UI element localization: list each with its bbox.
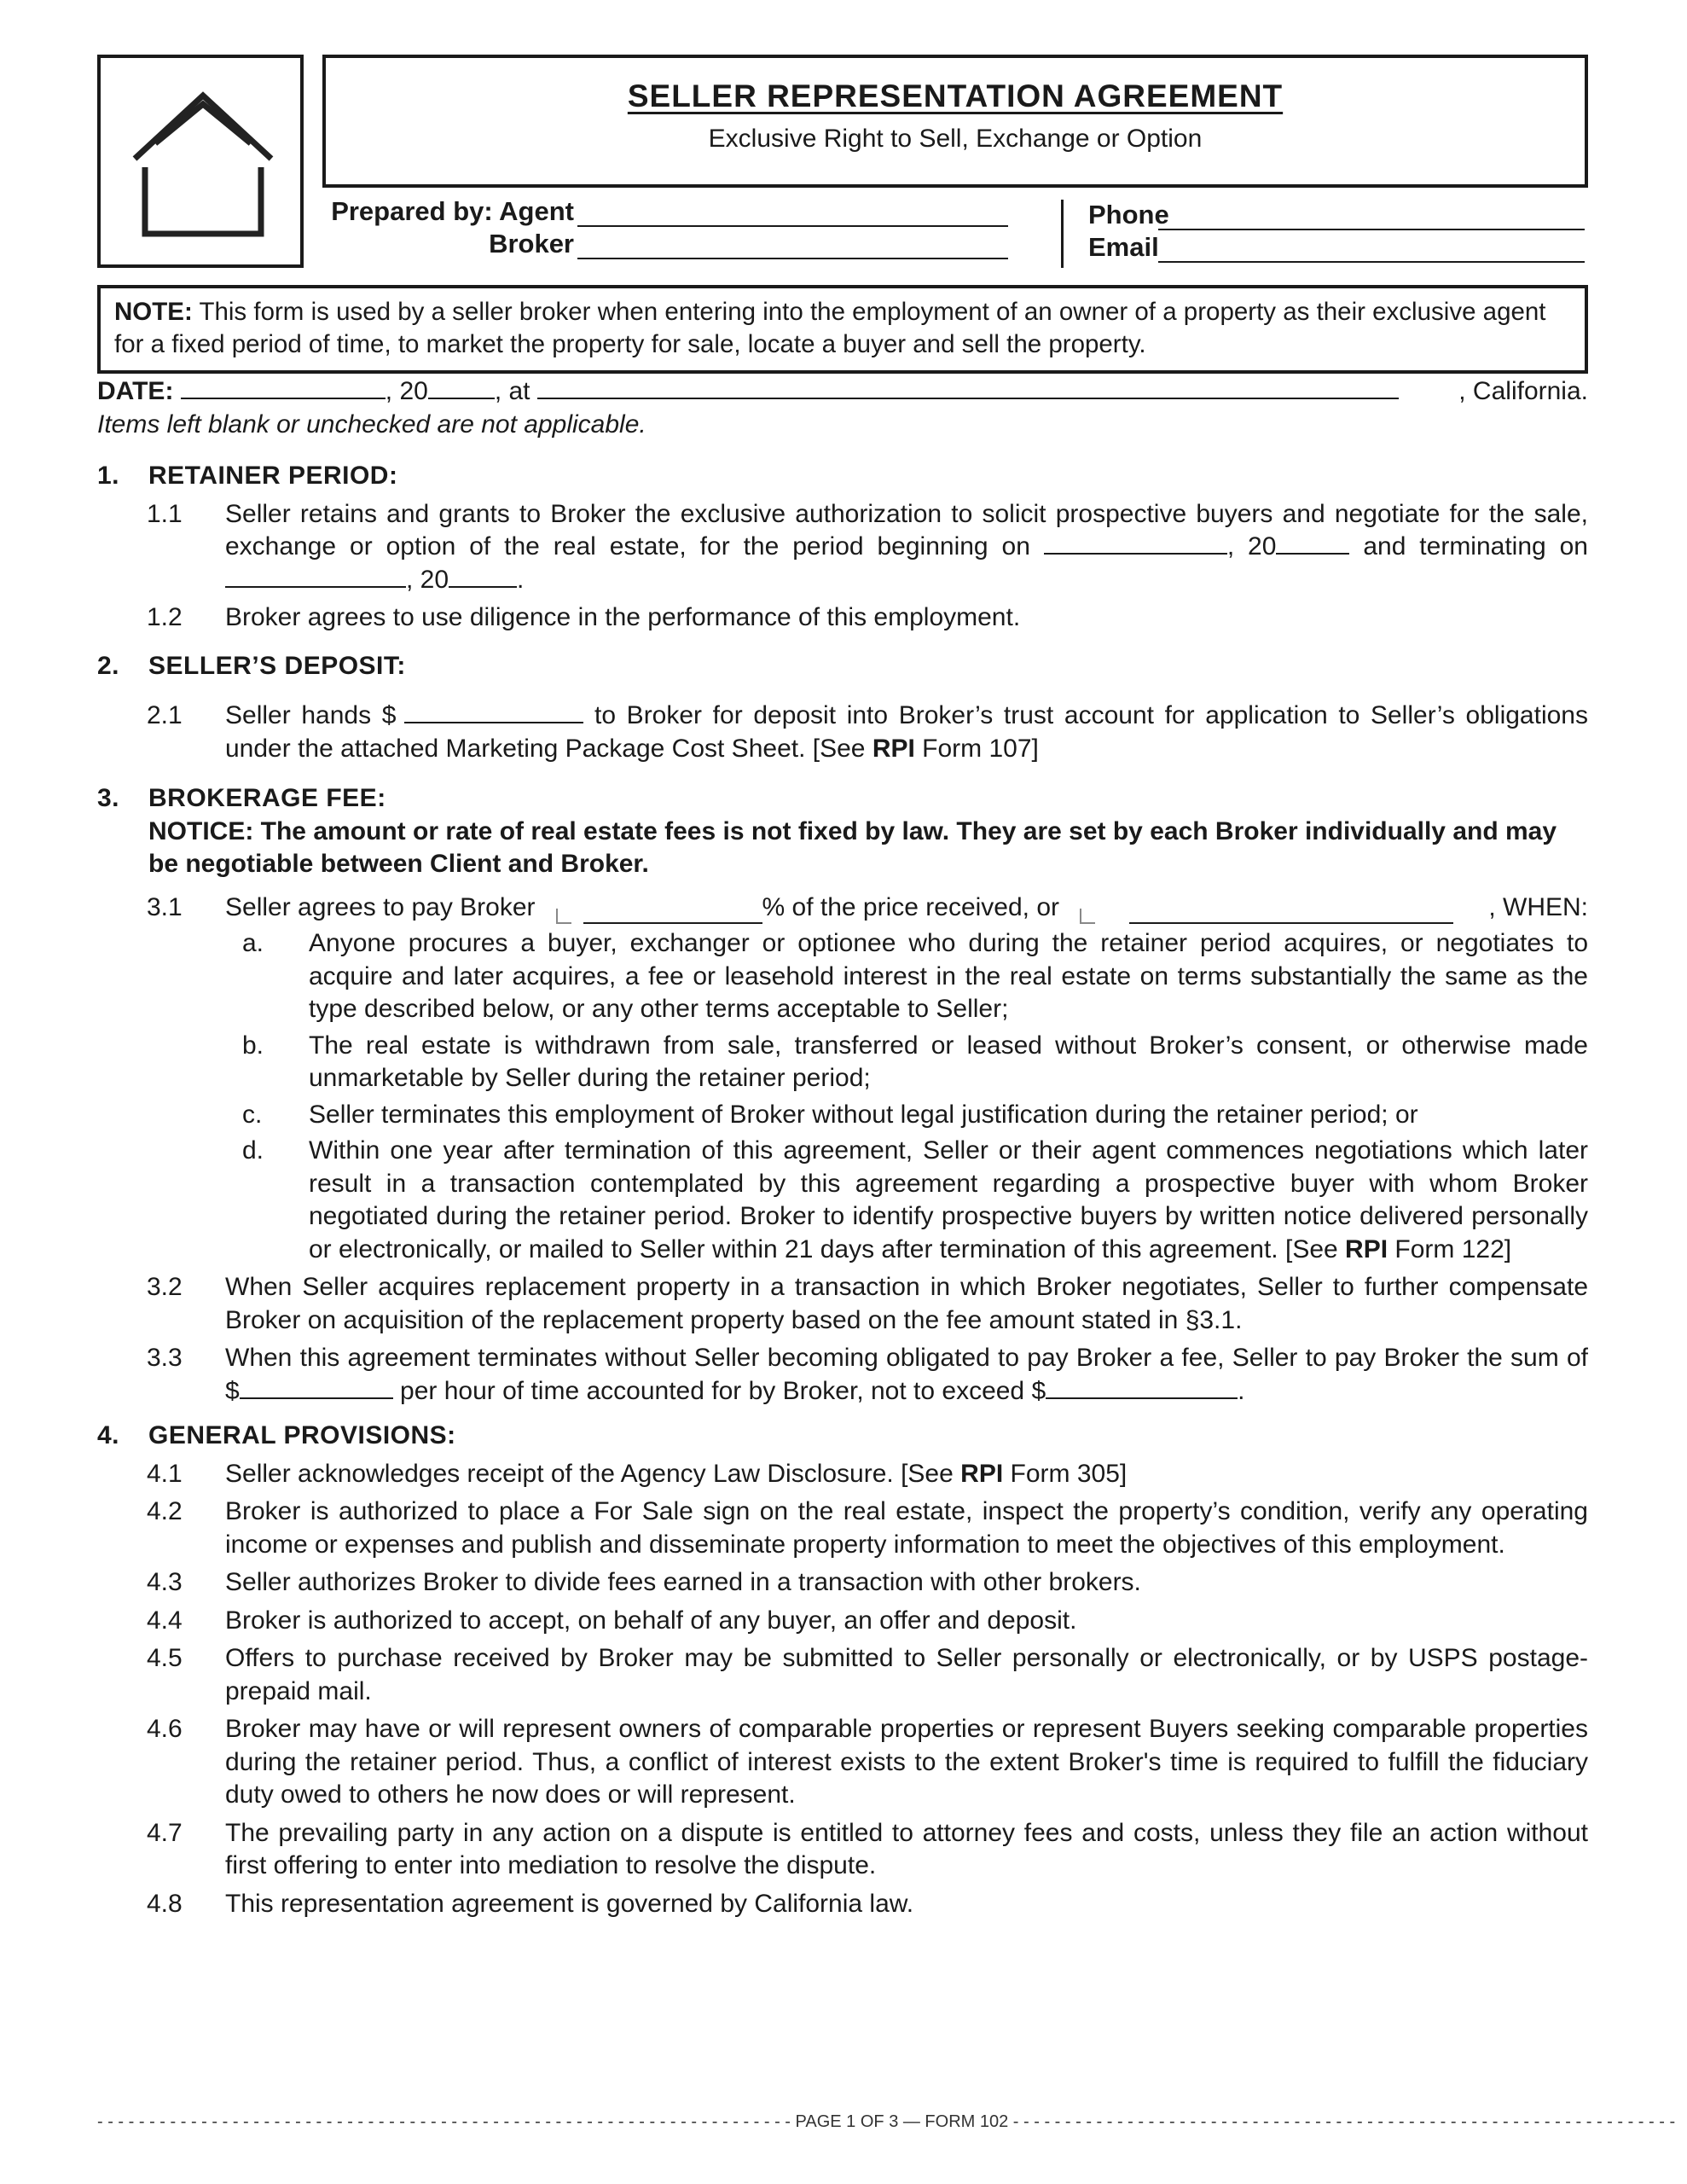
period-end-year-field[interactable] bbox=[449, 564, 517, 588]
note-box bbox=[97, 285, 1588, 374]
item-4-8-text: This representation agreement is governed by California law. bbox=[225, 1889, 914, 1918]
item-4-1-number: 4.1 bbox=[147, 1459, 183, 1488]
at-label: , at bbox=[494, 377, 530, 405]
item-4-2-text: Broker is authorized to place a For Sale sign on the real estate, inspect the property’s condition, verify any operating income or expenses and publish and disseminate property information to meet the objectives of this employment. bbox=[225, 1497, 1588, 1559]
item-2-1-text-b: to Broker for deposit into Broker’s trust account for application to Seller’s obligations under the attached Marketing Package Cost Sheet. [See bbox=[225, 701, 1588, 763]
item-2-1-text-a: Seller hands $ bbox=[225, 701, 397, 729]
item-3-1-text-a: Seller agrees to pay Broker bbox=[225, 892, 536, 921]
broker-field[interactable] bbox=[577, 232, 1008, 259]
item-3-3 bbox=[97, 1342, 1588, 1408]
item-3-1-a-number: a. bbox=[242, 929, 264, 957]
section-3-heading bbox=[97, 782, 1588, 816]
item-3-1 bbox=[97, 892, 1588, 925]
section-2-heading bbox=[97, 650, 1588, 683]
section-3-number: 3. bbox=[97, 784, 120, 812]
date-label: DATE: bbox=[97, 377, 174, 405]
item-4-3-text: Seller authorizes Broker to divide fees earned in a transaction with other brokers. bbox=[225, 1568, 1141, 1596]
item-3-3-text-a: When this agreement terminates without Seller becoming obligated to pay Broker a fee, Seller to pay Broker the sum of $ bbox=[225, 1344, 1588, 1405]
section-2-number: 2. bbox=[97, 651, 120, 680]
phone-label: Phone bbox=[1088, 200, 1169, 229]
phone-field[interactable] bbox=[1158, 203, 1585, 230]
period-begin-year-field[interactable] bbox=[1276, 531, 1349, 555]
item-4-1 bbox=[97, 1458, 1588, 1491]
item-3-3-number: 3.3 bbox=[147, 1344, 183, 1372]
page-footer bbox=[97, 2112, 1676, 2132]
section-3-title: BROKERAGE FEE: bbox=[148, 784, 386, 812]
section-1-title: RETAINER PERIOD: bbox=[148, 462, 398, 490]
item-4-8 bbox=[97, 1888, 1588, 1921]
fee-notice: NOTICE: The amount or rate of real estate fees is not fixed by law. They are set by each Broker individually and may be negotiable between Client and Broker. bbox=[148, 816, 1557, 878]
item-4-1-text-b: Form 305] bbox=[1010, 1459, 1128, 1488]
item-1-1-text-d: , 20 bbox=[406, 565, 449, 594]
note-text: This form is used by a seller broker when entering into the employment of an owner of a property as their exclusive agent for a fixed period of time, to market the property for sale, locate a buyer and sell the property. bbox=[114, 298, 1546, 358]
item-4-1-text bbox=[225, 1458, 1588, 1491]
item-4-8-number: 4.8 bbox=[147, 1889, 183, 1918]
item-4-6-number: 4.6 bbox=[147, 1715, 183, 1743]
item-1-1-text-e: . bbox=[517, 565, 525, 594]
contact-block bbox=[1088, 198, 1585, 263]
note-label: NOTE: bbox=[114, 298, 193, 326]
header-divider bbox=[1061, 200, 1064, 268]
section-1-number: 1. bbox=[97, 462, 120, 490]
item-4-4 bbox=[97, 1605, 1588, 1638]
rpi-ref: RPI bbox=[960, 1459, 1004, 1488]
email-field[interactable] bbox=[1158, 235, 1585, 263]
item-3-1-b-text: The real estate is withdrawn from sale, transferred or leased without Broker’s consent, or otherwise made unmarketable by Seller during the retainer period; bbox=[309, 1031, 1588, 1092]
item-3-1-d bbox=[97, 1135, 1588, 1266]
item-4-6-text: Broker may have or will represent owners of comparable properties or represent Buyers seeking comparable properties during the retainer period. Thus, a conflict of interest exists to the extent Broker's time is required to fulfill the fiduciary duty owed to others he now does or will represent. bbox=[225, 1715, 1588, 1809]
item-3-1-text bbox=[225, 892, 1588, 925]
item-1-1-text-a: Seller retains and grants to Broker the exclusive authorization to solicit prospective buyers and negotiate for the sale, exchange or option of the real estate, for the period beginning on bbox=[225, 499, 1588, 561]
item-3-1-d-number: d. bbox=[242, 1136, 264, 1165]
item-4-1-text-a: Seller acknowledges receipt of the Agency Law Disclosure. [See bbox=[225, 1459, 954, 1488]
item-1-2-text: Broker agrees to use diligence in the performance of this employment. bbox=[225, 603, 1021, 631]
item-4-7 bbox=[97, 1817, 1588, 1883]
document-title: SELLER REPRESENTATION AGREEMENT bbox=[627, 78, 1284, 113]
item-3-1-d-text-a: Within one year after termination of this agreement, Seller or their agent commences negotiations which later result in a transaction contemplated by this agreement regarding a prospective buyer with whom Broker negotiated during the retainer period. Broker to identify prospective buyers by written notice delivered personally or electronically, or mailed to Seller within 21 days after termination of this agreement. [See bbox=[309, 1136, 1588, 1263]
item-3-2 bbox=[97, 1271, 1588, 1337]
state-label: , California. bbox=[1458, 377, 1588, 405]
date-line bbox=[97, 375, 1588, 409]
item-3-3-text-b: per hour of time accounted for by Broker, not to exceed $ bbox=[400, 1376, 1046, 1405]
item-3-1-text-c: , WHEN: bbox=[1488, 892, 1588, 921]
date-field[interactable] bbox=[181, 375, 386, 399]
item-3-1-c-number: c. bbox=[242, 1100, 263, 1129]
broker-label: Broker bbox=[489, 229, 574, 258]
item-3-1-c bbox=[97, 1099, 1588, 1132]
item-3-1-d-text bbox=[309, 1135, 1588, 1266]
item-3-1-a bbox=[97, 927, 1588, 1026]
item-3-1-text-b: % of the price received, or bbox=[762, 892, 1060, 921]
item-1-1 bbox=[97, 498, 1588, 597]
section-4-number: 4. bbox=[97, 1421, 120, 1449]
flat-fee-checkbox[interactable] bbox=[1080, 909, 1095, 924]
email-label: Email bbox=[1088, 232, 1159, 262]
item-3-1-b-number: b. bbox=[242, 1031, 264, 1060]
period-end-field[interactable] bbox=[225, 564, 406, 588]
item-2-1-text bbox=[225, 700, 1588, 765]
item-4-2 bbox=[97, 1496, 1588, 1561]
section-2-title: SELLER’S DEPOSIT: bbox=[148, 651, 406, 680]
prepared-by-block bbox=[322, 195, 1008, 259]
item-4-7-number: 4.7 bbox=[147, 1818, 183, 1847]
item-3-1-d-text-b: Form 122] bbox=[1394, 1234, 1512, 1263]
year-prefix: , 20 bbox=[385, 377, 428, 405]
item-4-3-number: 4.3 bbox=[147, 1568, 183, 1596]
house-icon bbox=[126, 89, 280, 242]
rpi-ref: RPI bbox=[872, 734, 915, 763]
item-1-1-number: 1.1 bbox=[147, 499, 183, 528]
item-4-5-number: 4.5 bbox=[147, 1644, 183, 1672]
item-3-1-c-text: Seller terminates this employment of Broker without legal justification during the retainer period; or bbox=[309, 1100, 1418, 1129]
title-box bbox=[322, 55, 1588, 188]
section-4-title: GENERAL PROVISIONS: bbox=[148, 1421, 456, 1449]
item-1-2 bbox=[97, 601, 1588, 635]
item-4-2-number: 4.2 bbox=[147, 1497, 183, 1525]
item-2-1-number: 2.1 bbox=[147, 701, 183, 729]
prepared-by-agent-label: Prepared by: Agent bbox=[331, 196, 574, 226]
hourly-cap-field[interactable] bbox=[1046, 1375, 1238, 1399]
period-begin-field[interactable] bbox=[1044, 531, 1227, 555]
item-4-7-text: The prevailing party in any action on a dispute is entitled to attorney fees and costs, unless they file an action without first offering to enter into mediation to resolve the dispute. bbox=[225, 1818, 1588, 1879]
agent-field[interactable] bbox=[577, 200, 1008, 227]
deposit-amount-field[interactable] bbox=[404, 700, 583, 723]
section-1-heading bbox=[97, 460, 1588, 493]
section-4-heading bbox=[97, 1420, 1588, 1453]
fee-percent-field[interactable] bbox=[583, 900, 762, 924]
item-3-3-text bbox=[225, 1342, 1588, 1408]
item-3-2-number: 3.2 bbox=[147, 1273, 183, 1301]
footer-text: PAGE 1 OF 3 — FORM 102 bbox=[795, 2112, 1009, 2131]
document-subtitle: Exclusive Right to Sell, Exchange or Option bbox=[708, 125, 1203, 153]
footer-dashes-left: - - - - - - - - - - - - - - - - - - - - - - - - - - - - - - - - - - - - - - - - - - - - - - - - - - - - - - - - - - - - - - - - - - - bbox=[97, 2112, 796, 2131]
item-3-1-number: 3.1 bbox=[147, 892, 183, 921]
item-4-5-text: Offers to purchase received by Broker may be submitted to Seller personally or electronically, or by USPS postage-prepaid mail. bbox=[225, 1644, 1588, 1705]
fee-amount-field[interactable] bbox=[1129, 900, 1453, 924]
year-field[interactable] bbox=[428, 375, 495, 399]
item-4-5 bbox=[97, 1642, 1588, 1708]
item-3-3-text-c: . bbox=[1238, 1376, 1245, 1405]
item-2-1-text-c: Form 107] bbox=[922, 734, 1039, 763]
item-1-1-text-b: , 20 bbox=[1226, 532, 1277, 561]
footer-dashes-right: - - - - - - - - - - - - - - - - - - - - - - - - - - - - - - - - - - - - - - - - - - - - - - - - - - - - - - - - - - - - - - - - bbox=[1012, 2112, 1676, 2131]
item-4-6 bbox=[97, 1713, 1588, 1812]
item-4-4-number: 4.4 bbox=[147, 1606, 183, 1635]
item-1-1-text-c: and terminating on bbox=[1363, 532, 1588, 561]
agreement-body bbox=[97, 375, 1588, 1920]
rpi-ref: RPI bbox=[1345, 1234, 1388, 1263]
item-1-2-number: 1.2 bbox=[147, 603, 183, 631]
blank-note: Items left blank or unchecked are not applicable. bbox=[97, 410, 646, 439]
item-3-2-text: When Seller acquires replacement property in a transaction in which Broker negotiates, Seller to further compensate Broker on acquisition of the replacement property based on the fee amount stated in §3.1. bbox=[225, 1273, 1588, 1334]
location-field[interactable] bbox=[537, 375, 1399, 399]
item-4-3 bbox=[97, 1566, 1588, 1600]
item-2-1 bbox=[97, 700, 1588, 765]
item-3-1-b bbox=[97, 1030, 1588, 1095]
percent-fee-checkbox[interactable] bbox=[556, 909, 571, 924]
item-3-1-a-text: Anyone procures a buyer, exchanger or optionee who during the retainer period acquires, or negotiates to acquire and later acquires, a fee or leasehold interest in the real estate on terms substantially the same as the type described below, or any other terms acceptable to Seller; bbox=[309, 929, 1588, 1023]
logo-box bbox=[97, 55, 304, 268]
item-1-1-text bbox=[225, 498, 1588, 597]
item-4-4-text: Broker is authorized to accept, on behalf of any buyer, an offer and deposit. bbox=[225, 1606, 1077, 1635]
hourly-rate-field[interactable] bbox=[240, 1375, 393, 1399]
